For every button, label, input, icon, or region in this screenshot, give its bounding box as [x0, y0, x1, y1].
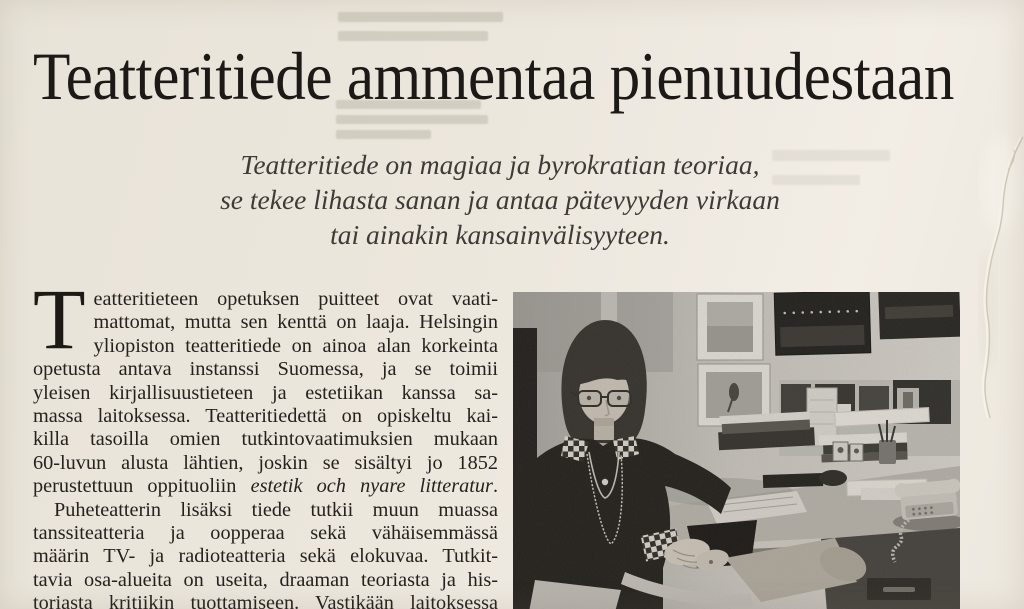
body-text-line: yliopiston teatteritiede on ainoa alan korkeinta: [93, 334, 498, 357]
article-headline: Teatteritiede ammentaa pienuudestaan: [33, 38, 954, 114]
bleed-through-text-top: [338, 12, 503, 41]
bleed-through-line: [338, 12, 503, 22]
body-text-line: eatteritieteen opetuksen puitteet ovat vaati-: [93, 288, 498, 310]
bleed-through-line: [336, 130, 431, 139]
body-text-line: killa tasoilla omien tutkintovaatimuksien mukaan: [33, 428, 498, 451]
body-text-line: opetusta antava instanssi Suomessa, ja se toimii: [33, 358, 498, 381]
body-text-line: Puheteatterin lisäksi tiede tutkii muun muassa: [54, 498, 498, 521]
standfirst-line: se tekee lihasta sanan ja antaa pätevyyden virkaan: [220, 184, 780, 215]
body-text-line: toriasta kritiikin tuottamiseen. Vastikään laitoksessa: [33, 592, 498, 609]
body-text-line: perustettuun oppituoliin estetik och nyare litteratur.: [33, 475, 499, 498]
drop-cap: T: [33, 271, 86, 367]
body-text-line: mattomat, mutta sen kenttä on laaja. Helsingin: [93, 311, 498, 334]
body-text-line: massa laitoksessa. Teatteritiedettä on opiskeltu kai-: [33, 405, 498, 428]
body-text-line: yleisen kirjallisuustieteen ja estetiikan kanssa sa-: [33, 381, 498, 404]
standfirst-line: Teatteritiede on magiaa ja byrokratian teoriaa,: [240, 149, 760, 180]
body-text-line: tanssiteatteria ja oopperaa sekä vähäisemmässä: [33, 522, 498, 545]
body-paragraph-1: [33, 271, 499, 499]
standfirst-line: tai ainakin kansainvälisyyteen.: [330, 219, 670, 250]
bleed-through-line: [336, 115, 488, 124]
article-body: [33, 271, 499, 609]
office-photo: [513, 292, 960, 609]
article-standfirst: [62, 147, 938, 252]
body-text-line: 60-luvun alusta lähtien, joskin se sisältyi jo 1852: [33, 451, 498, 474]
body-paragraph-2: [33, 499, 498, 609]
body-text-line: tavia osa-alueita on useita, draaman teoriasta ja his-: [33, 568, 498, 591]
body-text-line: määrin TV- ja radioteatteria sekä elokuvaa. Tutkit-: [33, 545, 498, 568]
